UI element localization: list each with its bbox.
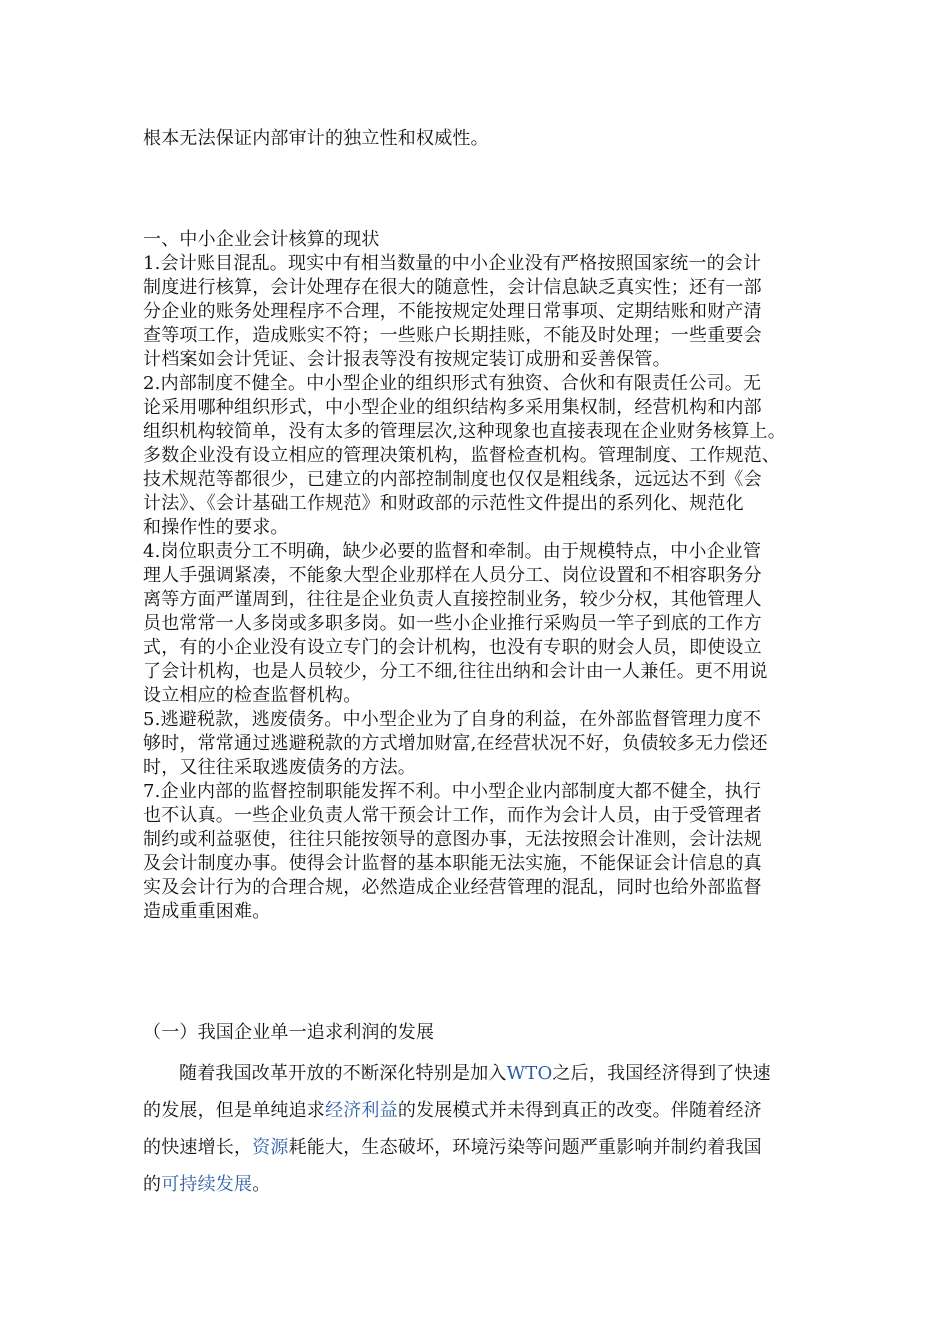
text-run: 随着我国改革开放的不断深化特别是加入 [179, 1063, 507, 1084]
body-line: 2.内部制度不健全。中小型企业的组织形式有独资、合伙和有限责任公司。无 [143, 373, 762, 394]
body-line: 理人手强调紧凑，不能象大型企业那样在人员分工、岗位设置和不相容职务分 [143, 565, 762, 586]
body-line [143, 1055, 823, 1092]
intro-line: 根本无法保证内部审计的独立性和权威性。 [143, 128, 489, 149]
text-run: 之后，我国经济得到了快速 [552, 1063, 771, 1084]
body-line: 分企业的账务处理程序不合理，不能按规定处理日常事项、定期结账和财产清 [143, 301, 762, 322]
text-run: 耗能大，生态破坏，环境污染等问题严重影响并制约着我国 [288, 1137, 762, 1158]
body-line: 4.岗位职责分工不明确，缺少必要的监督和牵制。由于规模特点，中小企业管 [143, 541, 762, 562]
body-line: 也不认真。一些企业负责人常干预会计工作，而作为会计人员，由于受管理者 [143, 805, 762, 826]
link-economic-benefit[interactable]: 经济利益 [325, 1100, 398, 1121]
text-run: 的 [143, 1174, 162, 1195]
body-line: 制约或利益驱使，往往只能按领导的意图办事，无法按照会计准则，会计法规 [143, 829, 762, 850]
body-line: 员也常常一人多岗或多职多岗。如一些小企业推行采购员一竿子到底的工作方 [143, 613, 762, 634]
body-line: 及会计制度办事。使得会计监督的基本职能无法实施，不能保证会计信息的真 [143, 853, 762, 874]
text-run: 的发展，但是单纯追求 [143, 1100, 325, 1121]
body-line: 计法》、《会计基础工作规范》和财政部的示范性文件提出的系列化、规范化 [143, 493, 744, 514]
body-line: 查等项工作，造成账实不符；一些账户长期挂账，不能及时处理；一些重要会 [143, 325, 762, 346]
body-line: 够时，常常通过逃避税款的方式增加财富,在经营状况不好，负债较多无力偿还 [143, 733, 768, 754]
body-line: 组织机构较简单，没有太多的管理层次,这种现象也直接表现在企业财务核算上。 [143, 421, 786, 442]
link-resources[interactable]: 资源 [252, 1137, 289, 1158]
body-line: 7.企业内部的监督控制职能发挥不利。中小型企业内部制度大都不健全，执行 [143, 781, 762, 802]
body-line: 时，又往往采取逃废债务的方法。 [143, 757, 416, 778]
body-line: 技术规范等都很少，已建立的内部控制制度也仅仅是粗线条，远远达不到《会 [143, 469, 762, 490]
body-line: 设立相应的检查监督机构。 [143, 685, 362, 706]
section-heading: 一、中小企业会计核算的现状 [143, 229, 380, 250]
body-line: 5.逃避税款，逃废债务。中小型企业为了自身的利益，在外部监督管理力度不 [143, 709, 762, 730]
body-line: 式，有的小企业没有设立专门的会计机构，也没有专职的财会人员，即使设立 [143, 637, 762, 658]
link-sustainable-development[interactable]: 可持续发展 [161, 1174, 253, 1195]
body-line: 了会计机构，也是人员较少，分工不细,往往出纳和会计由一人兼任。更不用说 [143, 661, 768, 682]
section-accounting-status [143, 228, 823, 924]
body-line: 多数企业没有设立相应的管理决策机构，监督检查机构。管理制度、工作规范、 [143, 445, 780, 466]
intro-paragraph [143, 127, 823, 151]
section-heading: （一）我国企业单一追求利润的发展 [143, 1022, 435, 1043]
body-line: 离等方面严谨周到，往往是企业负责人直接控制业务，较少分权，其他管理人 [143, 589, 762, 610]
text-run: 的发展模式并未得到真正的改变。伴随着经济 [397, 1100, 762, 1121]
body-line: 论采用哪种组织形式，中小型企业的组织结构多采用集权制，经营机构和内部 [143, 397, 762, 418]
body-line: 制度进行核算，会计处理存在很大的随意性，会计信息缺乏真实性；还有一部 [143, 277, 762, 298]
body-line [143, 1129, 823, 1166]
section-profit-development [143, 1019, 823, 1203]
body-paragraph [143, 1055, 823, 1203]
body-line [143, 1092, 823, 1129]
body-line: 和操作性的要求。 [143, 517, 289, 538]
body-line [143, 1166, 823, 1203]
body-line: 实及会计行为的合理合规，必然造成企业经营管理的混乱，同时也给外部监督 [143, 877, 762, 898]
body-line: 计档案如会计凭证、会计报表等没有按规定装订成册和妥善保管。 [143, 349, 671, 370]
text-run: 。 [252, 1174, 271, 1195]
body-line: 1.会计账目混乱。现实中有相当数量的中小企业没有严格按照国家统一的会计 [143, 253, 762, 274]
text-run: 的快速增长， [143, 1137, 253, 1158]
link-wto[interactable]: WTO [506, 1063, 553, 1084]
body-line: 造成重重困难。 [143, 901, 271, 922]
